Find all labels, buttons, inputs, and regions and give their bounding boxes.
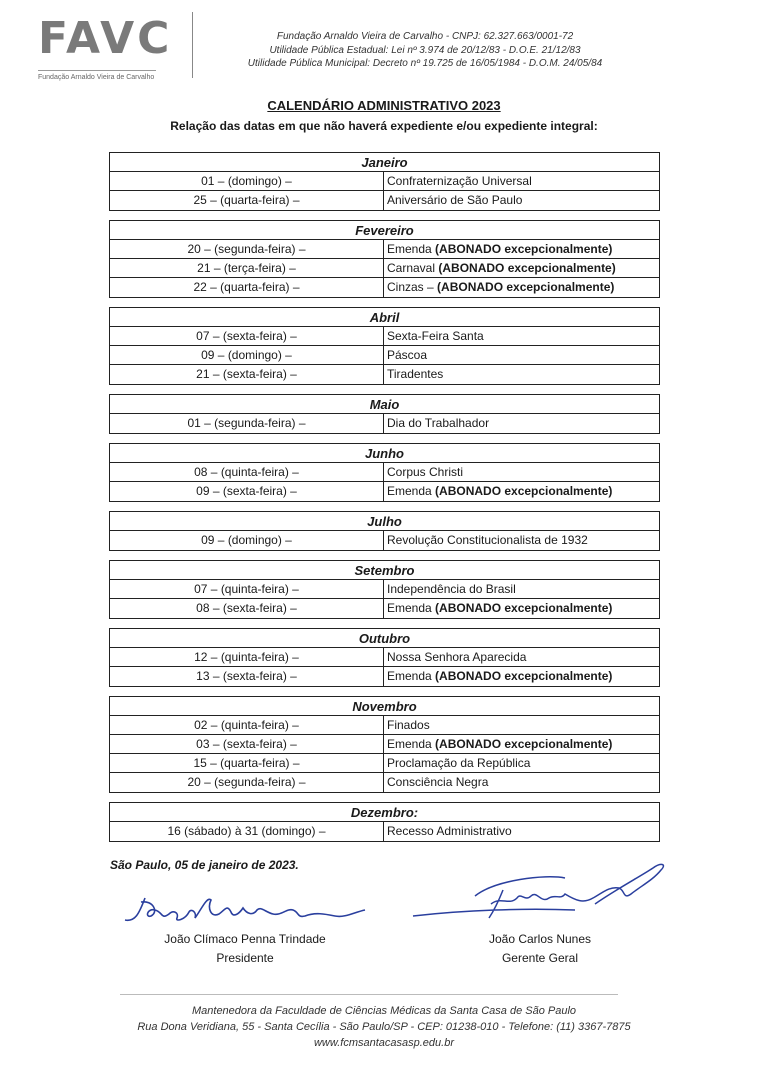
- month-table: [109, 511, 660, 551]
- holiday-name: Sexta-Feira Santa: [387, 329, 484, 343]
- month-table: [109, 628, 660, 687]
- holiday-description: [384, 240, 659, 258]
- favc-logo: [38, 13, 173, 81]
- month-name: Abril: [110, 308, 659, 327]
- holiday-date: 13 – (sexta-feira) –: [110, 667, 384, 686]
- holiday-description: [384, 414, 659, 433]
- holiday-name: Revolução Constitucionalista de 1932: [387, 533, 588, 547]
- org-line: Utilidade Pública Municipal: Decreto nº 19.725 de 16/05/1984 - D.O.M. 24/05/84: [247, 58, 603, 69]
- month-name: Junho: [110, 444, 659, 463]
- holiday-description: [384, 346, 659, 364]
- holiday-date: 09 – (sexta-feira) –: [110, 482, 384, 501]
- holiday-row: [110, 191, 659, 210]
- holiday-date: 07 – (quinta-feira) –: [110, 580, 384, 598]
- holiday-row: [110, 754, 659, 773]
- holiday-date: 16 (sábado) à 31 (domingo) –: [110, 822, 384, 841]
- holiday-name: Emenda: [387, 669, 436, 683]
- holiday-name: Tiradentes: [387, 367, 444, 381]
- holiday-row: [110, 240, 659, 259]
- month-table: [109, 696, 660, 793]
- letterhead: [0, 0, 768, 90]
- holiday-date: 02 – (quinta-feira) –: [110, 716, 384, 734]
- month-name: Julho: [110, 512, 659, 531]
- holiday-name: Aniversário de São Paulo: [387, 193, 523, 207]
- holiday-date: 22 – (quarta-feira) –: [110, 278, 384, 297]
- holiday-row: [110, 327, 659, 346]
- holiday-row: [110, 667, 659, 686]
- holiday-description: [384, 773, 659, 792]
- holiday-date: 25 – (quarta-feira) –: [110, 191, 384, 210]
- holiday-description: [384, 648, 659, 666]
- abonado-note: (ABONADO excepcionalmente): [435, 242, 613, 256]
- holiday-date: 01 – (domingo) –: [110, 172, 384, 190]
- holiday-description: [384, 365, 659, 384]
- place-and-date: São Paulo, 05 de janeiro de 2023.: [110, 858, 299, 872]
- org-info: [200, 30, 650, 71]
- holiday-description: [384, 191, 659, 210]
- abonado-note: (ABONADO excepcionalmente): [437, 280, 615, 294]
- header-divider: [192, 12, 193, 78]
- holiday-row: [110, 580, 659, 599]
- holiday-name: Páscoa: [387, 348, 428, 362]
- month-name: Maio: [110, 395, 659, 414]
- holiday-description: [384, 599, 659, 618]
- month-name: Novembro: [110, 697, 659, 716]
- month-table: [109, 560, 660, 619]
- footer-line: Mantenedora da Faculdade de Ciências Médicas da Santa Casa de São Paulo: [191, 1005, 577, 1017]
- holiday-date: 09 – (domingo) –: [110, 531, 384, 550]
- footer: [0, 1003, 768, 1051]
- month-name: Setembro: [110, 561, 659, 580]
- logo-rule: [38, 70, 156, 71]
- holiday-description: [384, 531, 659, 550]
- holiday-date: 12 – (quinta-feira) –: [110, 648, 384, 666]
- holiday-row: [110, 463, 659, 482]
- month-name: Dezembro:: [110, 803, 659, 822]
- holiday-description: [384, 482, 659, 501]
- org-line: Utilidade Pública Estadual: Lei nº 3.974 de 20/12/83 - D.O.E. 21/12/83: [269, 44, 581, 56]
- holiday-description: [384, 259, 659, 277]
- holiday-date: 03 – (sexta-feira) –: [110, 735, 384, 753]
- month-table: [109, 394, 660, 434]
- holiday-description: [384, 580, 659, 598]
- holiday-description: [384, 716, 659, 734]
- holiday-row: [110, 482, 659, 501]
- holiday-row: [110, 259, 659, 278]
- footer-website: www.fcmsantacasasp.edu.br: [313, 1037, 454, 1049]
- holiday-name: Proclamação da República: [387, 756, 531, 770]
- signatory-name: João Carlos Nunes: [488, 932, 592, 946]
- holiday-description: [384, 463, 659, 481]
- logo-text: FAVC: [38, 13, 173, 64]
- handwritten-signature: [405, 860, 675, 928]
- org-line: Fundação Arnaldo Vieira de Carvalho - CNPJ: 62.327.663/0001-72: [276, 31, 574, 42]
- month-name: Outubro: [110, 629, 659, 648]
- holiday-row: [110, 735, 659, 754]
- signatory-role: Presidente: [216, 951, 274, 965]
- holiday-name: Confraternização Universal: [387, 174, 532, 188]
- holiday-name: Emenda: [387, 737, 436, 751]
- holiday-date: 08 – (sexta-feira) –: [110, 599, 384, 618]
- holiday-name: Consciência Negra: [387, 775, 489, 789]
- holiday-date: 21 – (sexta-feira) –: [110, 365, 384, 384]
- holiday-name: Emenda: [387, 484, 436, 498]
- holiday-row: [110, 414, 659, 433]
- holiday-name: Emenda: [387, 242, 436, 256]
- month-table: [109, 307, 660, 385]
- holiday-date: 09 – (domingo) –: [110, 346, 384, 364]
- holiday-name: Finados: [387, 718, 430, 732]
- holiday-row: [110, 773, 659, 792]
- signature-block-president: [110, 890, 380, 968]
- holiday-row: [110, 531, 659, 550]
- holiday-name: Independência do Brasil: [387, 582, 516, 596]
- holiday-description: [384, 754, 659, 772]
- month-name: Fevereiro: [110, 221, 659, 240]
- holiday-description: [384, 735, 659, 753]
- footer-line: Rua Dona Veridiana, 55 - Santa Cecília - São Paulo/SP - CEP: 01238-010 - Telefone: (11) 3367-7875: [137, 1021, 631, 1033]
- month-table: [109, 220, 660, 298]
- holiday-row: [110, 172, 659, 191]
- abonado-note: (ABONADO excepcionalmente): [438, 261, 616, 275]
- holiday-name: Cinzas –: [387, 280, 438, 294]
- handwritten-signature: [115, 890, 375, 928]
- signatory-role: Gerente Geral: [501, 951, 579, 965]
- month-table: [109, 152, 660, 211]
- abonado-note: (ABONADO excepcionalmente): [435, 669, 613, 683]
- holiday-description: [384, 667, 659, 686]
- holiday-name: Nossa Senhora Aparecida: [387, 650, 527, 664]
- holiday-date: 07 – (sexta-feira) –: [110, 327, 384, 345]
- holiday-date: 08 – (quinta-feira) –: [110, 463, 384, 481]
- holiday-description: [384, 172, 659, 190]
- abonado-note: (ABONADO excepcionalmente): [435, 601, 613, 615]
- month-table: [109, 802, 660, 842]
- holiday-date: 21 – (terça-feira) –: [110, 259, 384, 277]
- holiday-description: [384, 278, 659, 297]
- holiday-name: Dia do Trabalhador: [387, 416, 490, 430]
- abonado-note: (ABONADO excepcionalmente): [435, 484, 613, 498]
- month-name: Janeiro: [110, 153, 659, 172]
- signature-block-manager: [405, 860, 675, 968]
- holiday-row: [110, 648, 659, 667]
- holiday-calendar: [109, 152, 660, 851]
- footer-divider: [120, 994, 618, 995]
- document-subtitle: Relação das datas em que não haverá expediente e/ou expediente integral:: [170, 119, 598, 133]
- holiday-date: 20 – (segunda-feira) –: [110, 240, 384, 258]
- abonado-note: (ABONADO excepcionalmente): [435, 737, 613, 751]
- holiday-row: [110, 716, 659, 735]
- signatory-name: João Clímaco Penna Trindade: [164, 932, 326, 946]
- holiday-row: [110, 278, 659, 297]
- holiday-row: [110, 365, 659, 384]
- holiday-date: 15 – (quarta-feira) –: [110, 754, 384, 772]
- holiday-name: Carnaval: [387, 261, 439, 275]
- holiday-date: 20 – (segunda-feira) –: [110, 773, 384, 792]
- holiday-row: [110, 599, 659, 618]
- holiday-description: [384, 822, 659, 841]
- holiday-name: Recesso Administrativo: [387, 824, 512, 838]
- holiday-description: [384, 327, 659, 345]
- holiday-name: Corpus Christi: [387, 465, 464, 479]
- logo-subtitle: Fundação Arnaldo Vieira de Carvalho: [38, 74, 155, 81]
- holiday-date: 01 – (segunda-feira) –: [110, 414, 384, 433]
- holiday-name: Emenda: [387, 601, 436, 615]
- month-table: [109, 443, 660, 502]
- document-title: CALENDÁRIO ADMINISTRATIVO 2023: [267, 98, 501, 113]
- holiday-row: [110, 822, 659, 841]
- holiday-row: [110, 346, 659, 365]
